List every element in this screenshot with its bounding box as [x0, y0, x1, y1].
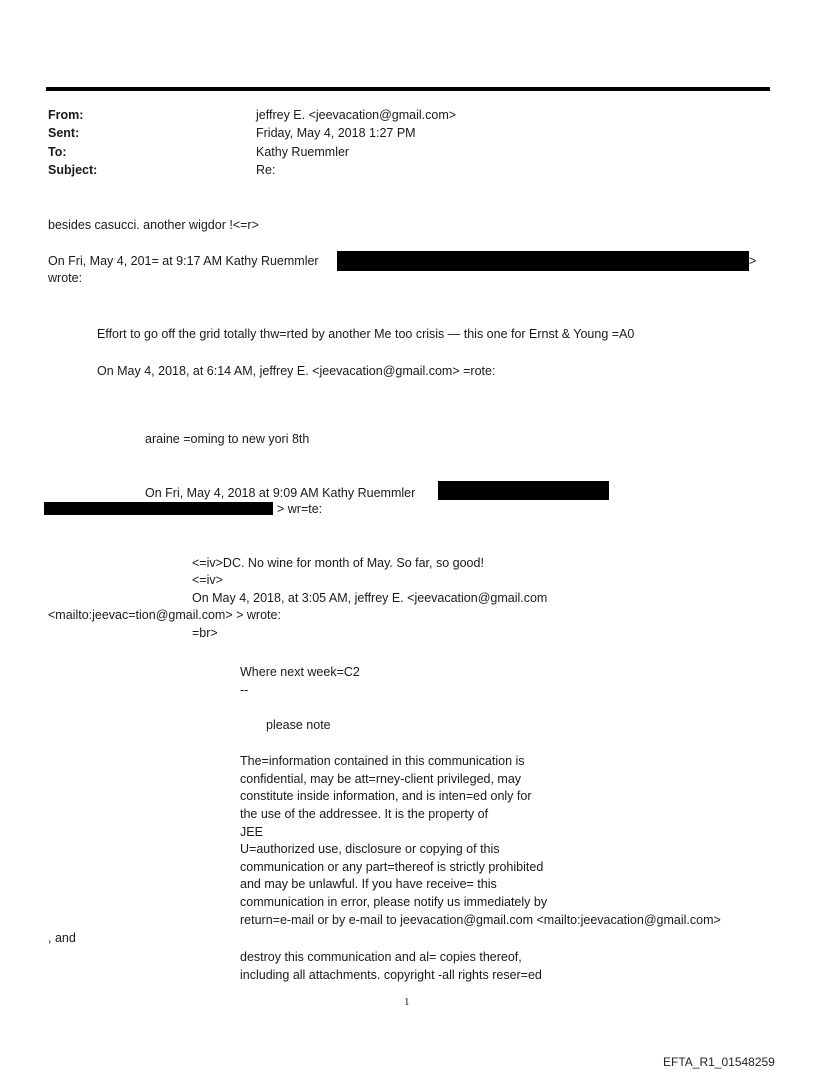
- sent-label: Sent:: [48, 126, 80, 140]
- and-text: , and: [48, 931, 76, 945]
- quote2-text: araine =oming to new yori 8th: [145, 432, 310, 446]
- disclaimer-line: the use of the addressee. It is the property of: [240, 807, 489, 821]
- disclaimer-line: return=e-mail or by e-mail to jeevacation@gmail.com <mailto:jeevacation@gmail.com>: [240, 913, 721, 927]
- disclaimer-line: communication or any part=thereof is strictly prohibited: [240, 860, 544, 874]
- quote1-text: Effort to go off the grid totally thw=rted by another Me too crisis — this one for Ernst & Young =A0: [97, 327, 635, 341]
- quote3-text-1: <=iv>DC. No wine for month of May. So far, so good!: [192, 556, 484, 570]
- disclaimer-line: including all attachments. copyright -all rights reser=ed: [240, 968, 542, 982]
- header-rule: [46, 87, 770, 91]
- disclaimer-line: constitute inside information, and is inten=ed only for: [240, 789, 532, 803]
- redaction-bar: [337, 251, 749, 271]
- quote4-text: Where next week=C2: [240, 665, 360, 679]
- disclaimer-line: JEE: [240, 825, 263, 839]
- document-id: EFTA_R1_01548259: [663, 1055, 775, 1069]
- to-label: To:: [48, 145, 67, 159]
- quote3-header: On Fri, May 4, 2018 at 9:09 AM Kathy Ruemmler: [145, 486, 416, 500]
- subject-label: Subject:: [48, 163, 98, 177]
- disclaimer-line: U=authorized use, disclosure or copying of this: [240, 842, 500, 856]
- body-line-1: besides casucci. another wigdor !<=r>: [48, 218, 259, 232]
- disclaimer-line: communication in error, please notify us immediately by: [240, 895, 548, 909]
- from-label: From:: [48, 108, 84, 122]
- subject-value: Re:: [256, 163, 276, 177]
- from-value: jeffrey E. <jeevacation@gmail.com>: [256, 108, 457, 122]
- quote4-header: On May 4, 2018, at 3:05 AM, jeffrey E. <jeevacation@gmail.com: [192, 591, 548, 605]
- disclaimer-line: The=information contained in this communication is: [240, 754, 525, 768]
- quote4-br: =br>: [192, 626, 218, 640]
- quote4-mailto: <mailto:jeevac=tion@gmail.com> > wrote:: [48, 608, 281, 622]
- quote4-dashes: --: [240, 683, 249, 697]
- quote3-wrote: > wr=te:: [277, 502, 323, 516]
- redaction-bar: [44, 502, 273, 515]
- quote1-header-end: >: [749, 254, 757, 268]
- quote1-wrote: wrote:: [48, 271, 83, 285]
- sent-value: Friday, May 4, 2018 1:27 PM: [256, 126, 416, 140]
- redaction-bar: [438, 481, 609, 500]
- quote3-text-2: <=iv>: [192, 573, 223, 587]
- quote2-header: On May 4, 2018, at 6:14 AM, jeffrey E. <jeevacation@gmail.com> =rote:: [97, 364, 496, 378]
- disclaimer-line: and may be unlawful. If you have receive= this: [240, 877, 497, 891]
- disclaimer-line: confidential, may be att=rney-client privileged, may: [240, 772, 522, 786]
- to-value: Kathy Ruemmler: [256, 145, 350, 159]
- note-title: please note: [266, 718, 331, 732]
- quote1-header: On Fri, May 4, 201= at 9:17 AM Kathy Ruemmler: [48, 254, 319, 268]
- page-number: 1: [404, 996, 410, 1008]
- disclaimer-line: destroy this communication and al= copies thereof,: [240, 950, 522, 964]
